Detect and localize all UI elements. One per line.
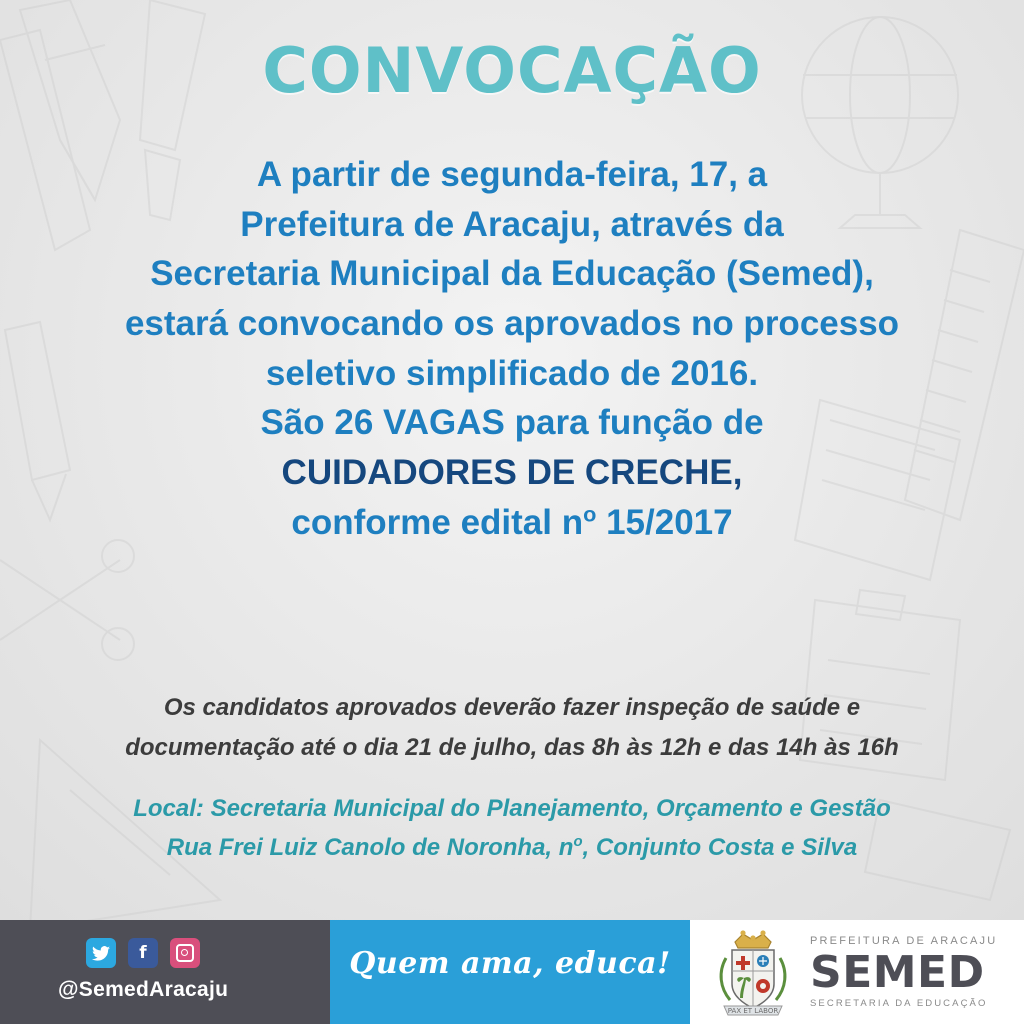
brand-name: SEMED <box>810 946 985 998</box>
candidate-instructions <box>60 688 964 767</box>
instruction-line-1: Os candidatos aprovados deverão fazer inspeção de saúde e <box>163 694 861 721</box>
main-line-4: estará convocando os aprovados no processo <box>124 304 900 344</box>
location-street-suffix: , Conjunto Costa e Silva <box>582 833 858 861</box>
main-line-6: São 26 VAGAS para função de <box>260 403 764 443</box>
location-ordinal: o <box>573 833 583 850</box>
aracaju-coat-of-arms-icon <box>710 928 796 1016</box>
main-line-7: CUIDADORES DE CRECHE, <box>281 453 743 493</box>
location-street-prefix: Rua Frei Luiz Canolo de Noronha, n <box>166 833 574 861</box>
instruction-line-2: documentação até o dia 21 de julho, das 8h às 12h e das 14h às 16h <box>125 733 899 761</box>
twitter-icon[interactable] <box>86 938 116 968</box>
main-line-3: Secretaria Municipal da Educação (Semed), <box>150 254 874 294</box>
edital-number: 15/2017 <box>596 502 733 542</box>
facebook-icon[interactable]: f <box>128 938 158 968</box>
main-line-1: A partir de segunda-feira, 17, a <box>256 155 768 194</box>
main-line-5: seletivo simplificado de 2016. <box>265 353 759 393</box>
main-announcement <box>40 150 984 548</box>
social-handle: @SemedAracaju <box>58 978 229 1001</box>
instagram-glyph <box>176 944 194 962</box>
edital-ordinal: o <box>583 501 597 527</box>
location-line-1: Local: Secretaria Municipal do Planejamento, Orçamento e Gestão <box>133 795 891 822</box>
footer-slogan-panel <box>330 920 690 1024</box>
main-line-8-edital <box>40 498 984 548</box>
location-line-2 <box>50 829 974 868</box>
footer-bar <box>0 920 1024 1024</box>
footer-social-panel <box>0 920 330 1024</box>
edital-prefix: conforme edital n <box>291 502 584 542</box>
slogan-text: Quem ama, educa! <box>349 946 671 981</box>
poster-title: CONVOCAÇÃO <box>262 34 762 107</box>
brand-department-line: SECRETARIA DA EDUCAÇÃO <box>810 997 988 1009</box>
location-info <box>50 790 974 868</box>
brand-city-line: PREFEITURA DE ARACAJU <box>810 934 998 947</box>
brand-text <box>810 936 997 1009</box>
svg-text:PAX ET LABOR: PAX ET LABOR <box>727 1007 779 1015</box>
main-line-2: Prefeitura de Aracaju, através da <box>240 204 784 244</box>
footer-brand-panel <box>690 920 1024 1024</box>
social-icons <box>86 938 200 968</box>
instagram-icon[interactable] <box>170 938 200 968</box>
brand-lockup <box>710 928 997 1016</box>
